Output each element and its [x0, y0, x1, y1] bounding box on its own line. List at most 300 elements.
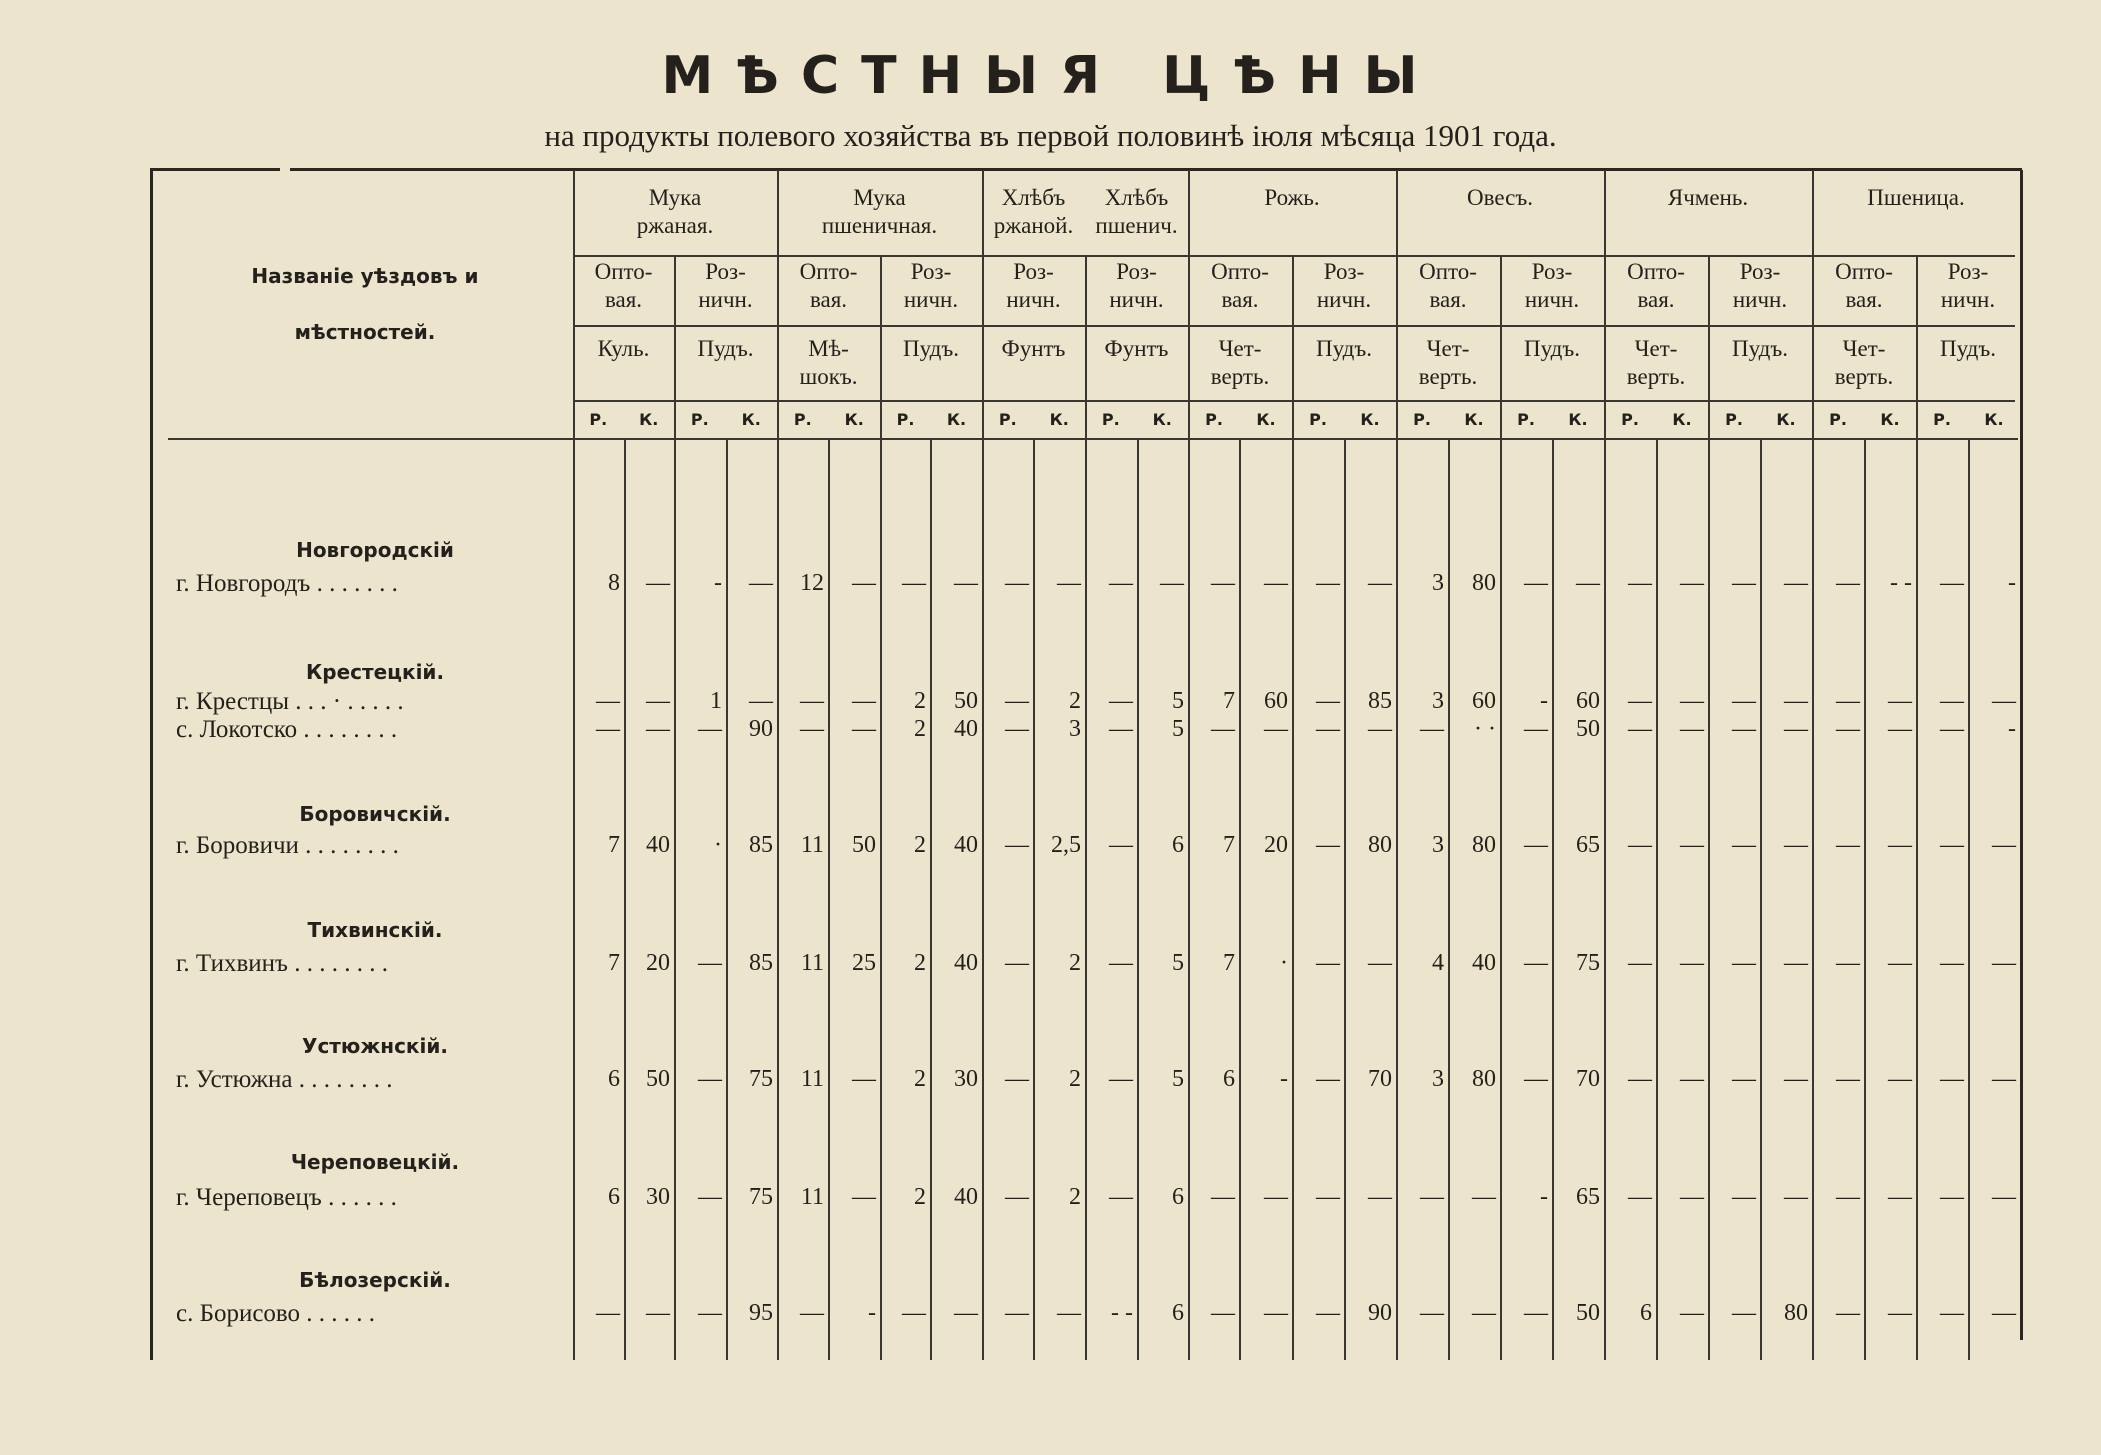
table-cell: — — [596, 716, 620, 742]
unit-header: Куль. — [597, 336, 650, 361]
kop-label: К. — [1360, 410, 1380, 429]
table-cell: — — [1005, 716, 1029, 742]
table-cell: — — [1732, 1066, 1756, 1092]
table-cell: — — [1992, 1300, 2016, 1326]
table-cell: — — [852, 716, 876, 742]
table-cell: — — [1316, 1300, 1340, 1326]
rub-label: Р. — [793, 410, 812, 429]
sale-type-header: Опто- — [1835, 259, 1893, 284]
table-cell: — — [1732, 716, 1756, 742]
unit-header: Чет- — [1634, 336, 1678, 361]
table-cell: — — [1992, 1184, 2016, 1210]
table-cell: — — [1524, 832, 1548, 858]
table-cell: — — [1109, 1066, 1133, 1092]
table-cell: — — [1784, 832, 1808, 858]
rub-label: Р. — [1621, 410, 1639, 429]
rub-label: Р. — [1205, 410, 1223, 429]
table-cell: — — [1888, 1184, 1912, 1210]
table-cell: — — [1888, 950, 1912, 976]
header-rule-bottom — [168, 438, 2018, 440]
table-cell: 7 — [608, 950, 620, 976]
table-cell: 6 — [1172, 1184, 1184, 1210]
table-cell: — — [1005, 1184, 1029, 1210]
table-cell: 40 — [954, 1184, 978, 1210]
rub-label: Р. — [998, 410, 1017, 429]
table-cell: — — [800, 1300, 824, 1326]
table-cell: — — [646, 716, 670, 742]
table-cell: 5 — [1172, 950, 1184, 976]
table-cell: 60 — [1576, 688, 1600, 714]
table-cell: — — [1368, 716, 1392, 742]
table-cell: — — [800, 688, 824, 714]
unit-header-sub: шокъ. — [799, 364, 858, 389]
kop-label: К. — [1464, 410, 1484, 429]
table-cell: — — [1211, 716, 1235, 742]
table-cell: — — [1316, 570, 1340, 596]
table-cell: 6 — [1223, 1066, 1235, 1092]
sale-type-header: Роз- — [910, 259, 952, 284]
table-cell: — — [1680, 832, 1704, 858]
product-header: Хлѣбъ — [1104, 185, 1169, 210]
table-cell: 2 — [914, 832, 926, 858]
table-cell: — — [1316, 716, 1340, 742]
table-cell: — — [1420, 1184, 1444, 1210]
table-cell: 50 — [852, 832, 876, 858]
table-cell: 30 — [646, 1184, 670, 1210]
table-cell: — — [1680, 688, 1704, 714]
kop-label: К. — [1568, 410, 1588, 429]
table-cell: — — [1940, 688, 1964, 714]
table-cell: — — [1680, 950, 1704, 976]
table-cell: — — [1109, 950, 1133, 976]
table-cell: — — [1784, 1066, 1808, 1092]
sale-type-header: Роз- — [1323, 259, 1365, 284]
sale-type-header-sub: ничн. — [698, 287, 753, 312]
district-name: Череповецкій. — [290, 1150, 460, 1174]
table-cell: — — [852, 1184, 876, 1210]
table-cell: — — [1940, 1066, 1964, 1092]
table-cell: 3 — [1069, 716, 1081, 742]
kop-label: К. — [639, 410, 659, 429]
table-cell: — — [1680, 570, 1704, 596]
table-cell: 6 — [1172, 1300, 1184, 1326]
place-name: г. Тихвинъ . . . . . . . . — [176, 950, 388, 977]
product-header-sub: ржаной. — [993, 213, 1074, 238]
table-cell: — — [1940, 1300, 1964, 1326]
table-cell: — — [800, 716, 824, 742]
table-cell: 85 — [749, 832, 773, 858]
table-cell: — — [1005, 1300, 1029, 1326]
unit-header: Чет- — [1218, 336, 1262, 361]
unit-header: Пудъ. — [902, 336, 959, 361]
table-cell: — — [1680, 1300, 1704, 1326]
table-cell: 7 — [1223, 688, 1235, 714]
table-cell: - — [714, 570, 722, 596]
district-name: Боровичскій. — [299, 802, 451, 826]
table-cell: 80 — [1472, 1066, 1496, 1092]
district-name: Устюжнскій. — [302, 1034, 448, 1058]
table-cell: — — [1057, 570, 1081, 596]
table-cell: 7 — [1223, 950, 1235, 976]
table-cell: — — [1836, 688, 1860, 714]
table-cell: 5 — [1172, 688, 1184, 714]
product-header-sub: пшенич. — [1095, 213, 1178, 238]
table-cell: 50 — [646, 1066, 670, 1092]
table-cell: — — [1524, 950, 1548, 976]
table-cell: — — [1888, 1066, 1912, 1092]
table-cell: — — [1836, 1300, 1860, 1326]
table-cell: — — [1211, 1300, 1235, 1326]
sale-type-header: Роз- — [705, 259, 746, 284]
table-cell: — — [596, 1300, 620, 1326]
place-name: с. Борисово . . . . . . — [176, 1300, 376, 1327]
product-header: Рожь. — [1264, 185, 1320, 210]
rub-label: Р. — [1725, 410, 1743, 429]
unit-header-sub: верть. — [1210, 364, 1270, 389]
table-cell: 40 — [1472, 950, 1496, 976]
table-cell: 65 — [1576, 1184, 1600, 1210]
place-name: г. Новгородъ . . . . . . . — [176, 570, 398, 597]
page-title: МѢСТНЫЯ ЦѢНЫ — [661, 46, 1440, 106]
table-cell: 70 — [1368, 1066, 1392, 1092]
table-cell: — — [1628, 688, 1652, 714]
table-cell: 7 — [1223, 832, 1235, 858]
table-cell: — — [1836, 832, 1860, 858]
kop-label: К. — [1984, 410, 2004, 429]
table-cell: - — [1280, 1066, 1288, 1092]
header-rule-sub — [575, 325, 2015, 327]
table-cell: — — [1264, 716, 1288, 742]
table-cell: — — [1211, 570, 1235, 596]
sale-type-header-sub: ничн. — [1109, 287, 1164, 312]
product-header: Хлѣбъ — [1001, 185, 1066, 210]
table-cell: 8 — [608, 570, 620, 596]
kop-label: К. — [1672, 410, 1692, 429]
product-header: Ячмень. — [1667, 185, 1749, 210]
district-name: Крестецкій. — [305, 660, 445, 684]
rub-label: Р. — [1101, 410, 1120, 429]
product-header: Мука — [853, 185, 906, 210]
table-cell: 11 — [800, 1184, 824, 1210]
table-cell: — — [749, 570, 773, 596]
unit-header: Фунтъ — [1104, 336, 1169, 361]
table-cell: — — [1057, 1300, 1081, 1326]
table-cell: · — [1280, 950, 1288, 976]
kop-label: К. — [741, 410, 761, 429]
table-cell: - - — [1890, 570, 1912, 596]
table-cell: 12 — [800, 570, 824, 596]
table-cell: 60 — [1472, 688, 1496, 714]
table-cell: — — [1211, 1184, 1235, 1210]
sale-type-header: Опто- — [1419, 259, 1477, 284]
table-cell: — — [1992, 1066, 2016, 1092]
sale-type-header-sub: вая. — [809, 287, 848, 312]
sale-type-header: Опто- — [1211, 259, 1269, 284]
unit-header-sub: верть. — [1626, 364, 1686, 389]
table-cell: 75 — [749, 1066, 773, 1092]
table-cell: — — [1992, 688, 2016, 714]
table-cell: — — [954, 570, 978, 596]
table-cell: — — [1888, 688, 1912, 714]
table-cell: 2,5 — [1051, 832, 1081, 858]
table-cell: — — [1160, 570, 1184, 596]
table-cell: — — [852, 688, 876, 714]
sale-type-header: Роз- — [1116, 259, 1157, 284]
table-cell: — — [646, 688, 670, 714]
name-header-line2: мѣстностей. — [294, 320, 436, 344]
table-cell: 20 — [646, 950, 670, 976]
table-cell: 3 — [1432, 1066, 1444, 1092]
table-cell: 5 — [1172, 716, 1184, 742]
sale-type-header: Опто- — [594, 259, 653, 284]
table-cell: — — [1472, 1184, 1496, 1210]
table-cell: — — [1888, 832, 1912, 858]
table-cell: — — [749, 688, 773, 714]
table-cell: — — [1940, 950, 1964, 976]
table-cell: — — [1732, 570, 1756, 596]
table-cell: 5 — [1172, 1066, 1184, 1092]
place-name: г. Череповецъ . . . . . . — [176, 1184, 397, 1211]
sale-type-header-sub: ничн. — [1524, 287, 1580, 312]
table-cell: 80 — [1784, 1300, 1808, 1326]
table-cell: — — [1316, 688, 1340, 714]
kop-label: К. — [1776, 410, 1796, 429]
header-rule-product — [575, 255, 2015, 257]
table-cell: 90 — [1368, 1300, 1392, 1326]
table-cell: 60 — [1264, 688, 1288, 714]
district-name: Новгородскій — [296, 538, 454, 562]
sale-type-header-sub: ничн. — [903, 287, 959, 312]
table-cell: — — [1888, 716, 1912, 742]
table-cell: — — [1732, 1184, 1756, 1210]
table-cell: — — [1628, 570, 1652, 596]
table-cell: — — [1680, 1066, 1704, 1092]
table-cell: — — [1940, 716, 1964, 742]
table-cell: — — [1420, 716, 1444, 742]
table-cell: — — [1836, 950, 1860, 976]
kop-label: К. — [1152, 410, 1172, 429]
product-header-sub: пшеничная. — [821, 213, 938, 238]
rub-label: Р. — [896, 410, 915, 429]
sale-type-header-sub: ничн. — [1940, 287, 1996, 312]
table-cell: — — [1109, 716, 1133, 742]
table-cell: — — [1005, 832, 1029, 858]
unit-header: Пудъ. — [1939, 336, 1996, 361]
name-header-line1: Названіе уѣздовъ и — [251, 264, 479, 288]
kop-label: К. — [1049, 410, 1069, 429]
sale-type-header-sub: вая. — [1221, 287, 1259, 312]
table-cell: — — [1264, 1300, 1288, 1326]
table-cell: 2 — [914, 716, 926, 742]
place-name: г. Боровичи . . . . . . . . — [176, 832, 399, 859]
table-cell: 85 — [1368, 688, 1392, 714]
table-top-rule-left — [150, 168, 280, 171]
table-cell: — — [1784, 570, 1808, 596]
table-cell: — — [1836, 570, 1860, 596]
table-cell: · · — [1474, 716, 1496, 742]
table-cell: 80 — [1368, 832, 1392, 858]
table-cell: · — [714, 832, 722, 858]
table-cell: 75 — [749, 1184, 773, 1210]
table-cell: — — [646, 570, 670, 596]
table-cell: — — [1524, 570, 1548, 596]
table-cell: 50 — [1576, 716, 1600, 742]
table-cell: 25 — [852, 950, 876, 976]
product-header-sub: ржаная. — [636, 213, 714, 238]
table-cell: — — [1472, 1300, 1496, 1326]
table-cell: 11 — [800, 832, 824, 858]
table-cell: 50 — [1576, 1300, 1600, 1326]
table-cell: — — [1264, 570, 1288, 596]
table-cell: — — [1628, 1184, 1652, 1210]
table-cell: 2 — [914, 688, 926, 714]
sale-type-header: Роз- — [1531, 259, 1573, 284]
table-cell: — — [698, 716, 722, 742]
table-cell: — — [852, 570, 876, 596]
table-cell: — — [1109, 1184, 1133, 1210]
table-cell: — — [1836, 1184, 1860, 1210]
table-cell: — — [1316, 1184, 1340, 1210]
table-cell: — — [1109, 832, 1133, 858]
table-cell: - - — [1111, 1300, 1133, 1326]
table-cell: — — [1316, 950, 1340, 976]
table-cell: 6 — [1640, 1300, 1652, 1326]
rub-label: Р. — [1517, 410, 1535, 429]
table-cell: — — [1420, 1300, 1444, 1326]
unit-header: Пудъ. — [1315, 336, 1372, 361]
table-cell: — — [1784, 716, 1808, 742]
rub-label: Р. — [589, 410, 608, 429]
unit-header-sub: верть. — [1834, 364, 1894, 389]
table-cell: 50 — [954, 688, 978, 714]
rub-label: Р. — [1309, 410, 1327, 429]
table-cell: - — [2008, 570, 2016, 596]
place-name: г. Устюжна . . . . . . . . — [176, 1066, 393, 1093]
table-cell: — — [1940, 832, 1964, 858]
table-cell: — — [902, 570, 926, 596]
table-cell: 65 — [1576, 832, 1600, 858]
product-header: Овесъ. — [1467, 185, 1533, 210]
table-cell: 2 — [1069, 1066, 1081, 1092]
unit-header: Чет- — [1842, 336, 1886, 361]
header-rule-unit — [575, 400, 2015, 402]
table-top-rule — [290, 168, 2022, 171]
table-cell: — — [1628, 832, 1652, 858]
table-cell: — — [1109, 688, 1133, 714]
table-left-border — [150, 170, 153, 1360]
table-cell: 2 — [914, 1066, 926, 1092]
sale-type-header-sub: ничн. — [1006, 287, 1061, 312]
table-cell: 40 — [646, 832, 670, 858]
table-cell: — — [1784, 950, 1808, 976]
table-cell: — — [698, 1300, 722, 1326]
table-cell: — — [1316, 1066, 1340, 1092]
table-right-border — [2020, 170, 2023, 1340]
unit-header-sub: верть. — [1418, 364, 1478, 389]
table-cell: — — [1368, 950, 1392, 976]
table-cell: - — [1540, 1184, 1548, 1210]
table-cell: 2 — [914, 950, 926, 976]
table-cell: 6 — [608, 1184, 620, 1210]
table-cell: 90 — [749, 716, 773, 742]
unit-header: Фунтъ — [1001, 336, 1066, 361]
district-name: Тихвинскій. — [307, 918, 443, 942]
table-cell: — — [852, 1066, 876, 1092]
table-cell: — — [1005, 570, 1029, 596]
sale-type-header-sub: ничн. — [1316, 287, 1372, 312]
sale-type-header: Роз- — [1947, 259, 1989, 284]
place-name: с. Локотско . . . . . . . . — [176, 716, 398, 743]
table-cell: — — [1732, 1300, 1756, 1326]
table-cell: 2 — [1069, 1184, 1081, 1210]
table-cell: — — [1109, 570, 1133, 596]
table-cell: 75 — [1576, 950, 1600, 976]
rub-label: Р. — [690, 410, 709, 429]
table-cell: — — [1576, 570, 1600, 596]
table-cell: — — [1836, 716, 1860, 742]
table-cell: — — [1940, 1184, 1964, 1210]
kop-label: К. — [946, 410, 967, 429]
table-cell: — — [596, 688, 620, 714]
sale-type-header-sub: вая. — [1429, 287, 1467, 312]
unit-header: Чет- — [1426, 336, 1470, 361]
table-cell: 6 — [1172, 832, 1184, 858]
unit-header: Мѣ- — [808, 336, 849, 361]
table-cell: 3 — [1432, 570, 1444, 596]
table-cell: — — [698, 950, 722, 976]
table-cell: — — [698, 1184, 722, 1210]
table-cell: — — [1524, 1066, 1548, 1092]
kop-label: К. — [1256, 410, 1276, 429]
page-subtitle: на продукты полевого хозяйства въ первой половинѣ іюля мѣсяца 1901 года. — [544, 118, 1557, 153]
table-cell: 70 — [1576, 1066, 1600, 1092]
table-cell: — — [1836, 1066, 1860, 1092]
table-cell: — — [698, 1066, 722, 1092]
table-cell: — — [1940, 570, 1964, 596]
table-cell: 30 — [954, 1066, 978, 1092]
table-cell: — — [954, 1300, 978, 1326]
table-cell: - — [2008, 716, 2016, 742]
unit-header: Пудъ. — [1523, 336, 1580, 361]
table-cell: 2 — [1069, 950, 1081, 976]
sale-type-header: Опто- — [799, 259, 858, 284]
table-cell: — — [1992, 832, 2016, 858]
product-header: Пшеница. — [1867, 185, 1965, 210]
table-cell: — — [1784, 688, 1808, 714]
table-cell: — — [1264, 1184, 1288, 1210]
table-cell: 4 — [1432, 950, 1444, 976]
product-header: Мука — [648, 185, 702, 210]
kop-label: К. — [1880, 410, 1900, 429]
district-name: Бѣлозерскій. — [299, 1268, 451, 1292]
table-cell: — — [1680, 716, 1704, 742]
table-cell: 2 — [1069, 688, 1081, 714]
table-cell: — — [1628, 950, 1652, 976]
table-cell: — — [1005, 1066, 1029, 1092]
table-cell: 20 — [1264, 832, 1288, 858]
sale-type-header-sub: ничн. — [1732, 287, 1788, 312]
unit-header: Пудъ. — [1731, 336, 1788, 361]
table-cell: — — [1524, 1300, 1548, 1326]
table-cell: — — [1316, 832, 1340, 858]
rub-label: Р. — [1413, 410, 1431, 429]
table-cell: 11 — [800, 950, 824, 976]
table-cell: 1 — [710, 688, 722, 714]
kop-label: К. — [844, 410, 864, 429]
sale-type-header: Роз- — [1013, 259, 1054, 284]
table-cell: — — [1888, 1300, 1912, 1326]
table-cell: — — [1005, 688, 1029, 714]
